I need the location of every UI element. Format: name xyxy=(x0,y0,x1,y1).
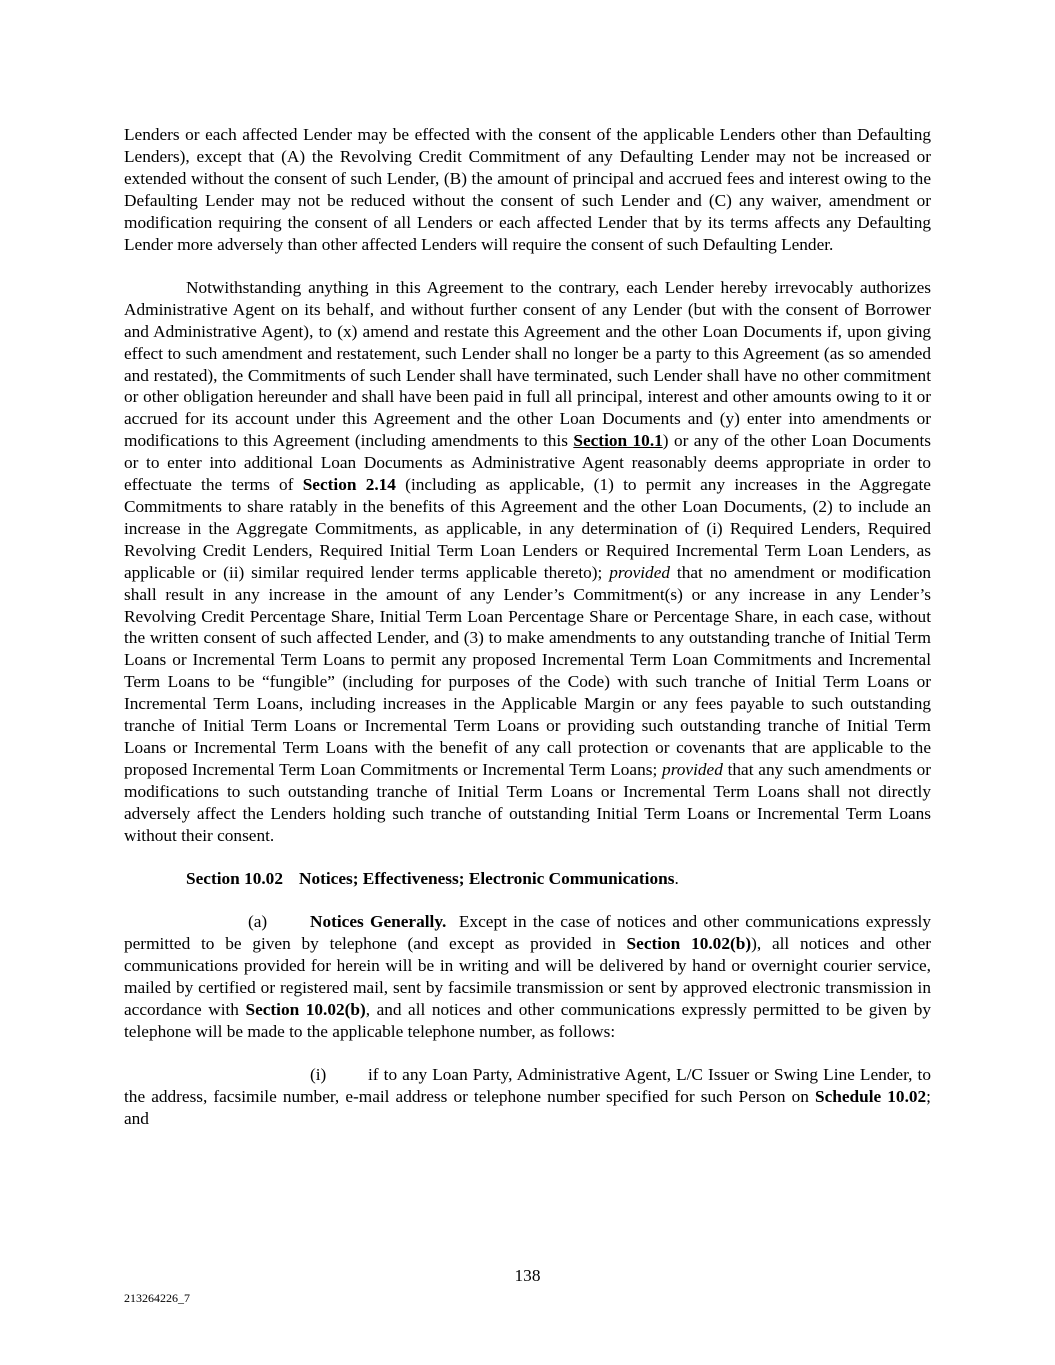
paragraph-defaulting-lenders: Lenders or each affected Lender may be effected with the consent of the applicable Lenders other than Defaulting Lenders), except that (A) the Revolving Credit Commitment of any Defaulting Lender may not be increased or extended without the consent of such Lender, (B) the amount of principal and accrued fees and interest owing to the Defaulting Lender may not be reduced without the consent of such Lender and (C) any waiver, amendment or modification requiring the consent of all Lenders or each affected Lender that by its terms affects any Defaulting Lender more adversely than other affected Lenders will require the consent of such Defaulting Lender. xyxy=(124,125,931,254)
clause-marker: (a) xyxy=(248,912,268,932)
provided-term: provided xyxy=(609,562,671,582)
paragraph-notwithstanding: Notwithstanding anything in this Agreement to the contrary, each Lender hereby irrevocably authorizes Administrative Agent on its behalf, and without further consent of any Lender (but with the consent of Borrower and Administrative Agent), to (x) amend and restate this Agreement and the other Loan Documents if, upon giving effect to such amendment and restatement, such Lender shall no longer be a party to this Agreement (as so amended and restated), the Commitments of such Lender shall have terminated, such Lender shall have no other commitment or other obligation hereunder and shall have been paid in full all principal, interest and other amounts owing to it or accrued for its account under this Agreement and the other Loan Documents and (y) enter into amendments or modifications to this Agreement (including amendments to this Section 10.1) or any of the other Loan Documents or to enter into additional Loan Documents as Administrative Agent reasonably deems appropriate in order to effectuate the terms of Section 2.14 (including as applicable, (1) to permit any increases in the Aggregate Commitments to share ratably in the benefits of this Agreement and the other Loan Documents, (2) to include an increase in the Aggregate Commitments, as applicable, in any determination of (i) Required Lenders, Required Revolving Credit Lenders, Required Initial Term Loan Lenders or Required Incremental Term Loan Lenders, as applicable or (ii) similar required lender terms applicable thereto); provided that no amendment or modification shall result in any increase in the amount of any Lender’s Commitment(s) or any increase in any Lender’s Revolving Credit Percentage Share, Initial Term Loan Percentage Share or Percentage Share, in each case, without the written consent of such affected Lender, and (3) to make amendments to any outstanding tranche of Initial Term Loans or Incremental Term Loans to permit any proposed Incremental Term Loan Commitments and Incremental Term Loans to be “fungible” (including for purposes of the Code) with such tranche of Initial Term Loans or Incremental Term Loans, including increases in the Applicable Margin or any fees payable to such outstanding tranche of Initial Term Loans or Incremental Term Loans or providing such outstanding tranche of Initial Term Loans or Incremental Term Loans with the benefit of any call protection or covenants that are applicable to the proposed Incremental Term Loan Commitments or Incremental Term Loans; provided that any such amendments or modifications to such outstanding tranche of Initial Term Loans or Incremental Term Loans shall not directly adversely affect the Lenders holding such tranche of outstanding Initial Term Loans or Incremental Term Loans without their consent. xyxy=(124,277,932,845)
section-10-1-reference: Section 10.1 xyxy=(573,431,663,451)
section-title: Notices; Effectiveness; Electronic Communications xyxy=(298,869,675,888)
section-number: Section 10.02 xyxy=(186,869,283,888)
clause-a-notices-generally: (a) Notices Generally. Except in the case of notices and other communications expressly permitted to be given by telephone (and except as provided in Section 10.02(b)), all notices and other communications provided for herein will be in writing and will be delivered by hand or overnight courier service, mailed by certified or registered mail, sent by facsimile transmission or sent by approved electronic transmission in accordance with Section 10.02(b), and all notices and other communications expressly permitted to be given by telephone will be made to the applicable telephone number, as follows: xyxy=(124,912,936,1041)
clause-marker: (i) xyxy=(310,1065,327,1085)
section-10-02-b-reference: Section 10.02(b) xyxy=(245,1000,366,1020)
section-10-02-b-reference: Section 10.02(b) xyxy=(626,934,752,954)
clause-heading: Notices Generally. xyxy=(310,912,447,932)
schedule-10-02-reference: Schedule 10.02 xyxy=(814,1087,927,1107)
clause-i-loan-party: (i) if to any Loan Party, Administrative Agent, L/C Issuer or Swing Line Lender, to the address, facsimile number, e-mail address or telephone number specified for such Person on Schedule 10.02; and xyxy=(124,1065,931,1129)
page-number: 138 xyxy=(514,1266,541,1285)
document-body xyxy=(124,124,936,1130)
document-id: 213264226_7 xyxy=(124,1291,190,1305)
section-2-14-reference: Section 2.14 xyxy=(302,475,396,495)
provided-term: provided xyxy=(662,759,723,779)
section-heading: Section 10.02 Notices; Effectiveness; Electronic Communications. xyxy=(186,869,679,888)
